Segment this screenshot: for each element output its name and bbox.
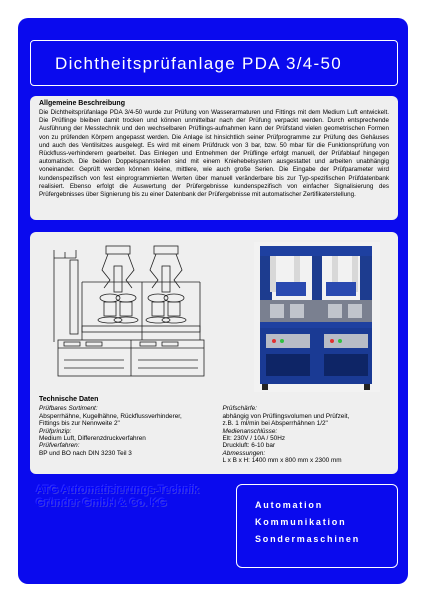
spec-value: L x B x H: 1400 mm x 800 mm x 2300 mm [222, 457, 342, 465]
technical-data [39, 396, 391, 465]
machine-photo [254, 242, 380, 392]
description-heading: Allgemeine Beschreibung [39, 100, 125, 107]
spec-value: Medium Luft, Differenzdruckverfahren [39, 435, 146, 443]
slogan-line: Automation [255, 500, 323, 510]
spec-value: Elt: 230V / 10A / 50Hz [222, 435, 286, 443]
page-title: Dichtheitsprüfanlage PDA 3/4-50 [55, 54, 342, 73]
spec-label: Medienanschlüsse: [222, 427, 278, 435]
technical-data-left-column [39, 405, 208, 464]
title-frame [30, 40, 398, 86]
spec-label: Prüfschärfe: [222, 405, 257, 413]
company-name [36, 484, 226, 510]
spec-value: BP und BO nach DIN 3230 Teil 3 [39, 449, 132, 457]
company-name-line-1: ATG Automatisierungs-Technik [36, 484, 199, 496]
description-text: Die Dichtheitsprüfanlage PDA 3/4-50 wurde zur Prüfung von Wasserarmaturen und Fittings mit dem Medium Luft entwickelt. Die Prüflinge bleiben damit trocken und können unmittelbar nach der Prüfung verpackt werden. Durch entsprechende Ausführung der Messtechnik und den wechselbaren Prüflings-aufnahmen kann der Prüfstand vielen geometrischen Formen von zu prüfenden Körpern angepasst werden. Die Anlage ist hinsichtlich seiner Prüfprogramme zur Prüfung des Gehäuses und auch des Ventilsitzes ausgelegt. Es wird mit einem Prüfdruck von 3 bar, bzw. 50 mbar für die Funktionsprüfung von Rückfluss-verhinderern gearbeitet. Das Einlegen und Entnehmen der Prüflinge erfolgt manuell, der Prüfablauf hingegen automatisch. Die beiden Doppelspannstellen sind mit einem Kniehebelsystem ausgestattet und arbeiten unabhängig voneinander. Geprüft werden können kleine, mittlere, wie auch große Serien. Die Eingabe der Prüfparameter wird kundenspezifisch von fest einprogrammierten Werten über manuell veränderbare bis zur Typ-spezifischen Prüfdatenbank realisiert. Ebenso erfolgt die Auswertung der Prüfergebnisse kundenspezifisch von einfacher Signalisierung des Prüfergebnisses über Signierung bis zu einer Datenbank der Prüfergebnisse mit automatischer Zertifikaterstellung. [39, 109, 389, 199]
machine-technical-drawing [50, 242, 220, 382]
spec-value: Absperrhähne, Kugelhähne, Rückflussverhinderer, [39, 412, 182, 420]
spec-label: Prüfbares Sortiment: [39, 405, 98, 413]
spec-label: Prüfverfahren: [39, 442, 80, 450]
spec-value: Fittings bis zur Nennweite 2" [39, 420, 120, 428]
slogan-frame [236, 484, 398, 568]
description-panel [30, 96, 398, 220]
spec-value: abhängig von Prüflingsvolumen und Prüfzeit, [222, 412, 350, 420]
spec-label: Prüfprinzip: [39, 427, 72, 435]
company-name-line-2: Gründer GmbH & Co. KG [36, 497, 167, 509]
technical-data-right-column [208, 405, 392, 464]
spec-label: Abmessungen: [222, 449, 266, 457]
slogan-line: Kommunikation [255, 517, 347, 527]
spec-value: Druckluft: 6-10 bar [222, 442, 276, 450]
brochure-sheet [18, 18, 408, 584]
slogan-line: Sondermaschinen [255, 534, 361, 544]
spec-value: z.B. 1 ml/min bei Absperrhähnen 1/2" [222, 420, 328, 428]
technical-data-heading: Technische Daten [39, 396, 99, 403]
product-panel [30, 232, 398, 474]
